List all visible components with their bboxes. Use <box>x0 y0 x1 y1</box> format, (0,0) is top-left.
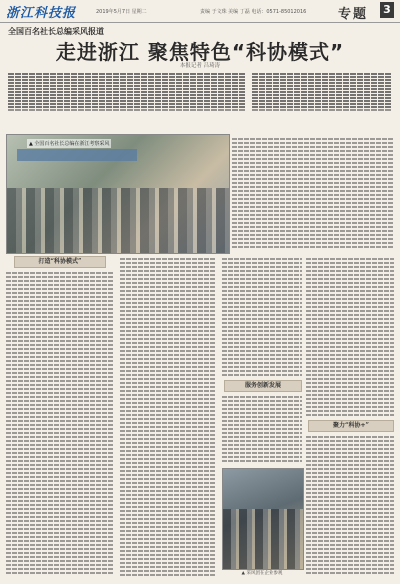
section-label: 专题 <box>338 7 369 22</box>
masthead <box>0 0 400 23</box>
page-number: 3 <box>380 2 394 18</box>
article-headline: 走进浙江 聚焦特色“科协模式” <box>55 40 345 64</box>
body-column-3 <box>222 256 302 376</box>
photo-caption: ▲ 全国百名社长总编在浙江考察采风 <box>29 141 110 147</box>
lede-paragraph-right <box>252 72 392 132</box>
feature-photo <box>6 134 230 254</box>
secondary-photo <box>222 468 304 570</box>
body-column-4b <box>306 434 394 576</box>
subheading-3: 聚力“科协+” <box>308 420 394 432</box>
body-column-3b <box>222 394 302 464</box>
body-column-1 <box>6 270 114 576</box>
paper-name: 浙江科技报 <box>6 6 77 21</box>
subheading-1: 打造“科协模式” <box>14 256 106 268</box>
article-byline: 本报记者 吕琦涛 <box>179 63 221 69</box>
body-column-4 <box>306 256 394 416</box>
secondary-photo-caption: ▲ 采风团在企业参观 <box>241 571 283 576</box>
editor-info: 责编 于文珠 美编 丁磊 电话：0571-85012016 <box>200 9 307 15</box>
subheading-2: 服务创新发展 <box>224 380 302 392</box>
body-column-2 <box>120 256 216 576</box>
column-right-upper <box>232 136 394 251</box>
issue-date: 2019年5月7日 星期二 <box>96 9 147 15</box>
article-kicker: 全国百名社长总编采风报道 <box>8 26 104 36</box>
lede-paragraph-left <box>8 72 246 132</box>
